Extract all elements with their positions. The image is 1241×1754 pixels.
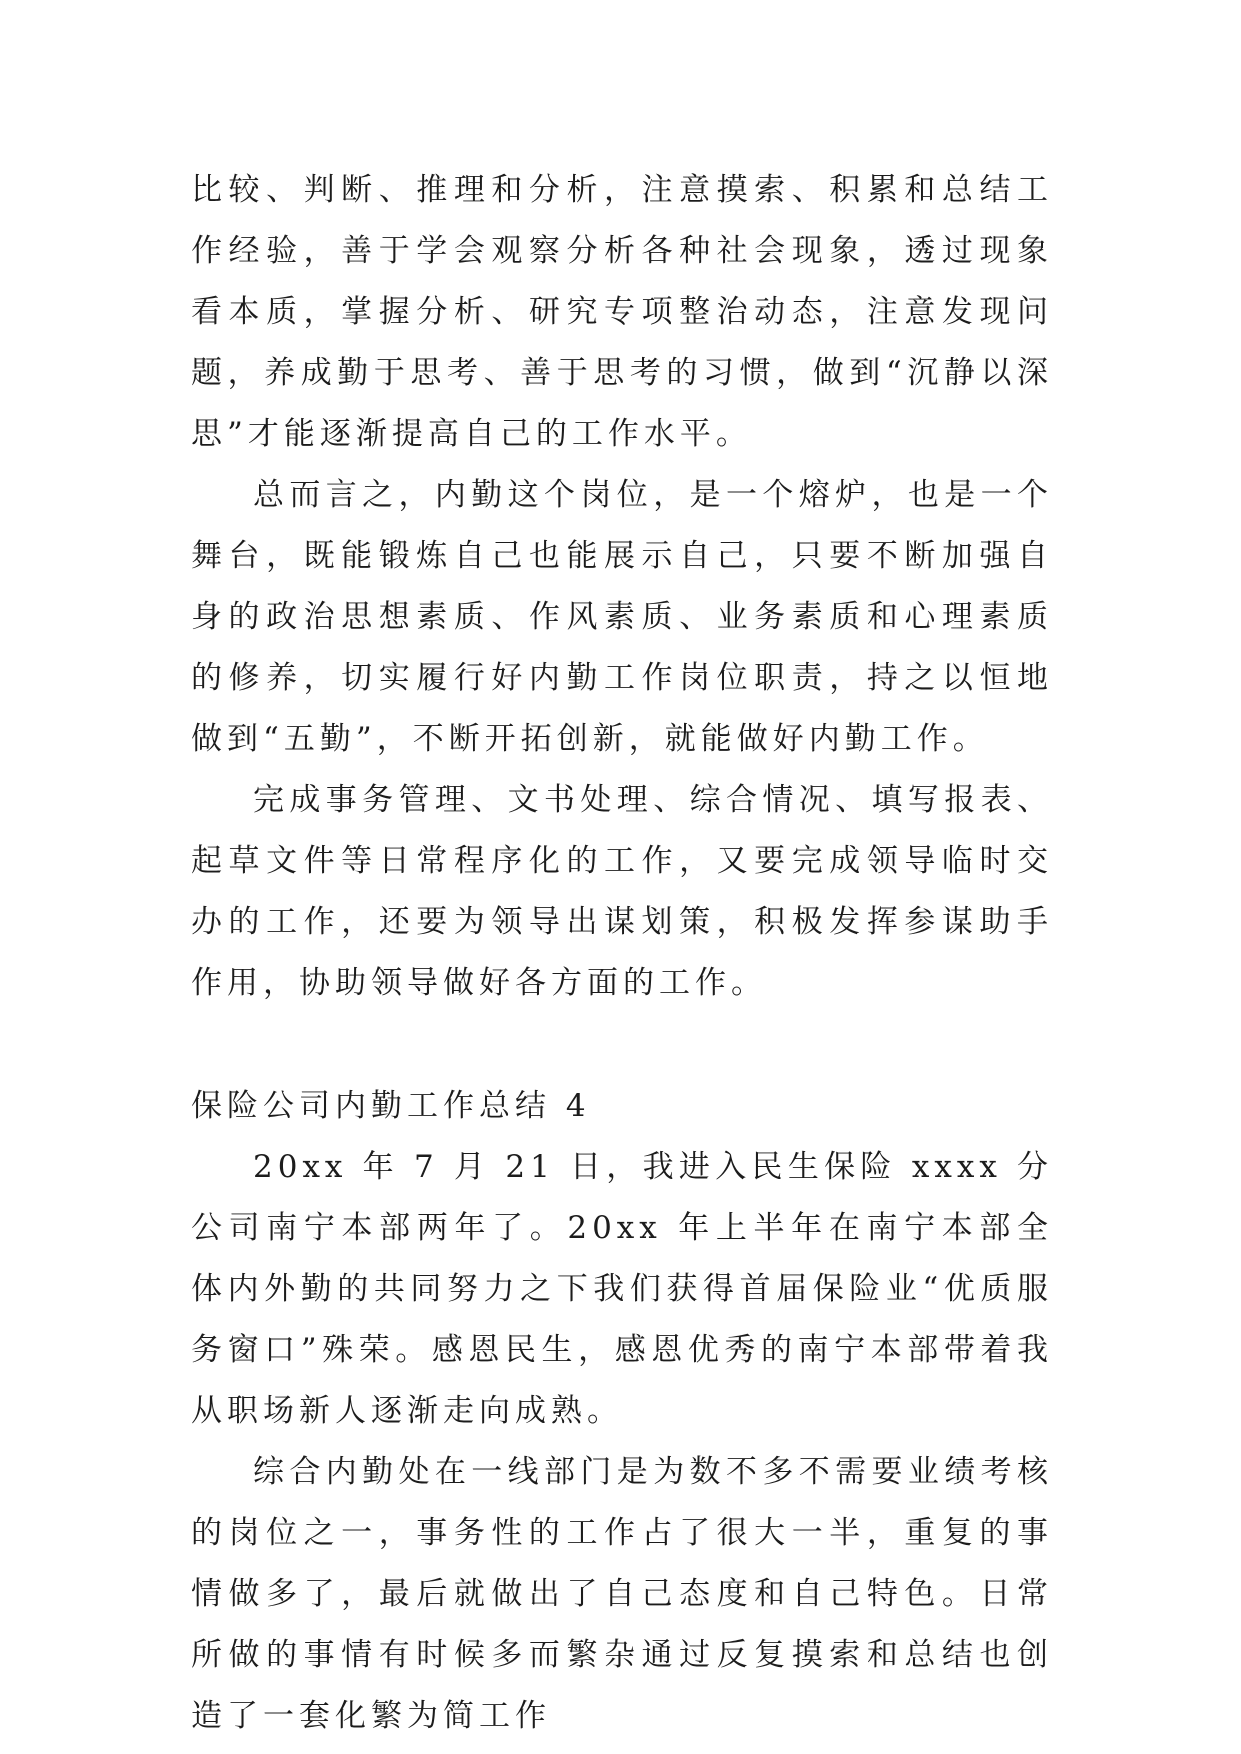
paragraph-role: 综合内勤处在一线部门是为数不多不需要业绩考核的岗位之一，事务性的工作占了很大一半，重复的事情做多了，最后就做出了自己态度和自己特色。日常所做的事情有时候多而繁杂通过反复摸索和总结也创造了一套化繁为简工作 (191, 1454, 1053, 1734)
paragraph-duties: 完成事务管理、文书处理、综合情况、填写报表、起草文件等日常程序化的工作，又要完成领导临时交办的工作，还要为领导出谋划策，积极发挥参谋助手作用，协助领导做好各方面的工作。 (191, 782, 1053, 1001)
document-body (191, 160, 1053, 1747)
section-title: 保险公司内勤工作总结 4 (191, 1088, 591, 1124)
paragraph-intro: 20xx 年 7 月 21 日，我进入民生保险 xxxx 分公司南宁本部两年了。20xx 年上半年在南宁本部全体内外勤的共同努力之下我们获得首届保险业“优质服务窗口”殊荣。感恩民生，感恩优秀的南宁本部带着我从职场新人逐渐走向成熟。 (191, 1149, 1053, 1429)
paragraph-continuation: 比较、判断、推理和分析，注意摸索、积累和总结工作经验，善于学会观察分析各种社会现象，透过现象看本质，掌握分析、研究专项整治动态，注意发现问题，养成勤于思考、善于思考的习惯，做到“沉静以深思”才能逐渐提高自己的工作水平。 (191, 172, 1053, 452)
paragraph-summary: 总而言之，内勤这个岗位，是一个熔炉，也是一个舞台，既能锻炼自己也能展示自己，只要不断加强自身的政治思想素质、作风素质、业务素质和心理素质的修养，切实履行好内勤工作岗位职责，持之以恒地做到“五勤”，不断开拓创新，就能做好内勤工作。 (191, 477, 1053, 757)
